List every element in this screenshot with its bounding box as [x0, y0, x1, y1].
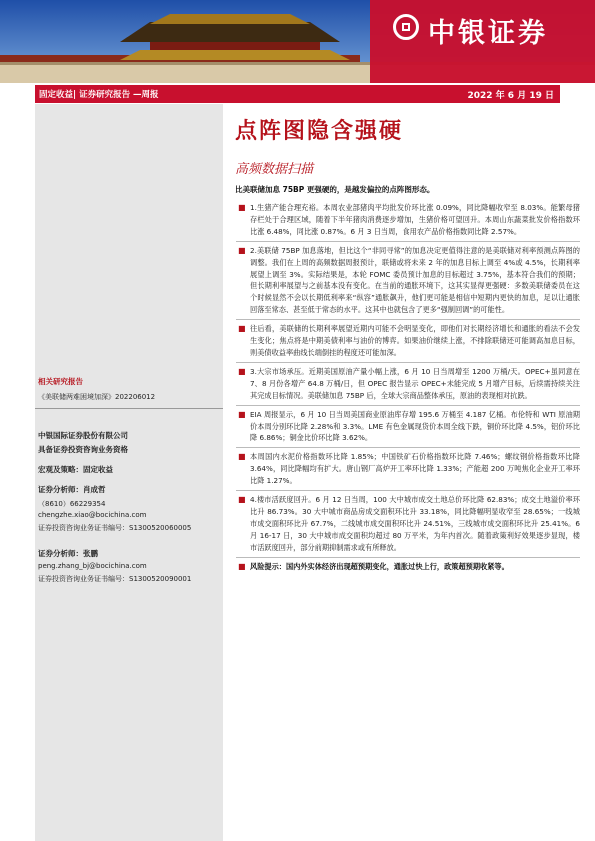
body-text: 往后看，美联储的长期利率展望近期内可能不会明显变化，即他们对长期经济增长和通胀的看法不会发生变化；焦点将是中期美债利率与油价的博弈。如果油价继续上涨，不排除联储还可能调高加息目标，则美债收益率曲线长端倒挂的程度还可能加深。 — [250, 324, 580, 357]
body-text: 4.楼市活跃度回升。6 月 12 日当周，100 大中城市成交土地总价环比降 62.83%；成交土地溢价率环比升 86.73%。30 大中城市商品房成交面积环比升 33.18%，同比降幅明显收窄至 28.65%；一线城市成交面积环比升 67.7%，二线城市成交面积环比升 24.51%，三线城市成交面积环比升 25.41%。6 月 16-17 日，30 大中城市成交面积均超过 80 万平米，为年内首次。随着政策利好效果逐步显现，楼市活跃度回升，部分前期抑制需求或有所释放。 — [250, 495, 580, 552]
body-item-commodities — [236, 366, 580, 402]
body-item-pork — [236, 202, 580, 238]
analyst-2-name: 证券分析师：张鹏 — [38, 549, 98, 558]
analyst-1-cert: 证券投资咨询业务证书编号：S1300520060005 — [38, 524, 192, 532]
divider — [236, 319, 580, 320]
bullet-icon: ■ — [238, 245, 246, 255]
company-name: 中银国际证券股份有限公司 — [38, 431, 128, 440]
body-text: 3.大宗市场承压。近期美国原油产量小幅上涨，6 月 10 日当周增至 1200 万桶/天。OPEC+虽同意在 7、8 月份各增产 64.8 万桶/日，但 OPEC 报告显示 OPEC+未能完成 5 月增产目标，后续需持续关注其完成目标情况。美联储加息 75BP 后，全球大宗商品整体承压，原油的表现相对抗跌。 — [250, 366, 580, 400]
sector-label: 宏观及策略：固定收益 — [38, 465, 113, 474]
bullet-icon: ■ — [238, 203, 246, 212]
analyst-1-phone: （8610）66229354 — [38, 500, 106, 508]
related-research-heading: 相关研究报告 — [38, 377, 83, 386]
divider — [236, 241, 580, 242]
body-text: 2.美联储 75BP 加息落地，但比这个“非同寻常”的加息决定更值得注意的是美联储对利率预测点阵图的调整。我们在上周的高频数据周报预计，联储或将未来 2 年的加息目标上调至 4%或 4.5%，长期利率展望上调至 3%。实际结果是，本轮 FOMC 委员预计加息的目标超过 3.75%，基本符合我们的预期；但长期利率展望与之前基本没有变化。在当前的通胀环境下，这其实显得更强硬：多数美联储委员在这个时候显然不会以长期低利率来“纵容”通胀飙升，他们更可能是相信中短期内更快的加息，足以让通胀回落至常态、甚至低于常态的水平。这其中也就包含了更多“强制回调”的可能性。 — [250, 245, 580, 315]
body-text: 1.生猪产能合理充裕。本周农业部猪肉平均批发价环比涨 0.09%，同比降幅收窄至 8.03%。能繁母猪存栏处于合理区域，随着下半年猪肉消费逐步增加，生猪价格可望回升。本周山东蔬菜批发价格指数环比涨 6.48%，同比涨 0.87%。6 月 3 日当周，食用农产品价格指数同比降 2.57%。 — [250, 203, 580, 236]
report-subtitle: 高频数据扫描 — [235, 162, 314, 177]
body-item-eia — [236, 409, 580, 445]
boc-logo-square — [402, 23, 410, 31]
report-type: 固定收益| 证券研究报告 —周报 — [39, 90, 159, 100]
divider — [236, 490, 580, 491]
divider — [236, 362, 580, 363]
bullet-icon: ■ — [238, 409, 246, 419]
divider — [236, 447, 580, 448]
sidebar-divider — [35, 408, 223, 409]
divider — [236, 557, 580, 558]
bullet-icon: ■ — [238, 366, 246, 376]
analyst-2-email[interactable]: peng.zhang_bj@bocichina.com — [38, 562, 147, 570]
bullet-icon: ■ — [238, 495, 246, 505]
header-banner — [0, 0, 595, 83]
body-item-outlook — [236, 323, 580, 359]
body-item-risk — [236, 561, 580, 573]
report-info-bar — [35, 85, 560, 103]
lead-summary: 比美联储加息 75BP 更强硬的，是越发偏拉的点阵图形态。 — [235, 185, 435, 194]
body-text: 风险提示：国内外实体经济出现超预期变化，通胀过快上行，政策超预期收紧等。 — [250, 561, 509, 571]
report-date: 2022 年 6 月 19 日 — [467, 91, 554, 101]
analyst-2-cert: 证券投资咨询业务证书编号：S1300520090001 — [38, 575, 192, 583]
company-qualification: 具备证券投资咨询业务资格 — [38, 445, 128, 454]
body-item-cement — [236, 451, 580, 487]
divider — [236, 405, 580, 406]
body-item-fed — [236, 245, 580, 316]
sidebar — [35, 104, 223, 841]
bullet-icon: ■ — [238, 452, 246, 462]
bullet-icon: ■ — [238, 561, 246, 571]
body-item-property — [236, 494, 580, 554]
body-text: EIA 周报显示，6 月 10 日当周美国商业原油库存增 195.6 万桶至 4.187 亿桶。布伦特和 WTI 原油期价本周分别环比降 2.28%和 3.3%。LME 有色金属现货价本周全线下跌，铜价环比降 4.5%，铝价环比降 6.86%；铜金比价环比降 3.62%。 — [250, 409, 580, 443]
analyst-1-name: 证券分析师：肖成哲 — [38, 485, 106, 494]
analyst-1-email[interactable]: chengzhe.xiao@bocichina.com — [38, 511, 147, 519]
bullet-icon: ■ — [238, 324, 246, 334]
brand-name: 中银证券 — [428, 18, 548, 49]
report-title: 点阵图隐含强硬 — [235, 118, 404, 144]
report-body — [236, 202, 580, 572]
body-text: 本周国内水泥价格指数环比降 1.85%；中国铁矿石价格指数环比降 7.46%；螺纹钢价格指数环比降 3.64%，同比降幅均有扩大。唐山钢厂高炉开工率环比降 1.33%；产能超 200 万吨焦化企业开工率环比降 1.27%。 — [250, 452, 580, 486]
related-research-item[interactable]: 《美联储两难困境加深》202206012 — [38, 393, 156, 401]
